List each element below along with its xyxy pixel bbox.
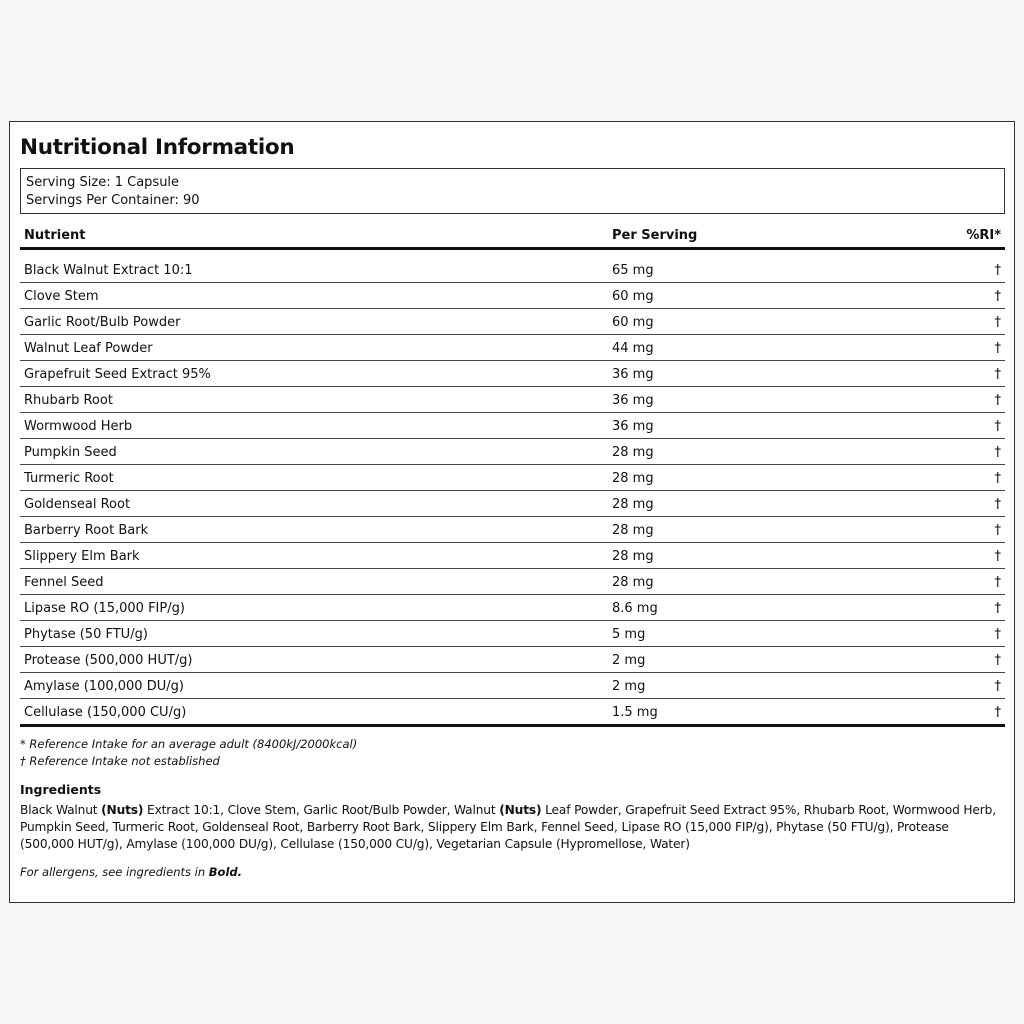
nutrient-ri: † xyxy=(994,471,1001,486)
nutrient-name: Cellulase (150,000 CU/g) xyxy=(24,705,187,720)
nutrient-ri: † xyxy=(994,289,1001,304)
ingredients-part-3: Leaf Powder, Grapefruit Seed Extract 95%, Rhubarb Root, Wormwood Herb, Pumpkin Seed, Turmeric Root, Goldenseal Root, Barberry Root Bark, Slippery Elm Bark, Fennel Seed, Lipase RO (15,000 FIP/g), Phytase (50 FTU/g), Protease (500,000 HUT/g), Amylase (100,000 DU/g), Cellulase (150,000 CU/g), Vegetarian Capsule (Hypromellose, Water) xyxy=(20,803,996,851)
nutrient-ri: † xyxy=(994,497,1001,512)
nutrient-name: Turmeric Root xyxy=(24,471,114,486)
nutrient-name: Phytase (50 FTU/g) xyxy=(24,627,148,642)
serving-info-box xyxy=(20,168,1005,214)
table-row xyxy=(20,335,1005,361)
footnotes xyxy=(20,736,357,770)
nutrient-ri: † xyxy=(994,367,1001,382)
allergen-nuts-2: (Nuts) xyxy=(499,803,542,817)
ingredients-part-2: Extract 10:1, Clove Stem, Garlic Root/Bulb Powder, Walnut xyxy=(143,803,500,817)
nutrient-amount: 36 mg xyxy=(612,419,654,434)
nutrient-ri: † xyxy=(994,263,1001,278)
nutrient-ri: † xyxy=(994,679,1001,694)
table-row xyxy=(20,621,1005,647)
nutrient-name: Pumpkin Seed xyxy=(24,445,117,460)
nutrient-amount: 60 mg xyxy=(612,289,654,304)
nutrient-table xyxy=(20,226,1005,727)
nutrient-name: Fennel Seed xyxy=(24,575,104,590)
nutrient-ri: † xyxy=(994,627,1001,642)
nutrient-amount: 28 mg xyxy=(612,497,654,512)
nutrient-amount: 60 mg xyxy=(612,315,654,330)
allergen-note xyxy=(20,864,242,881)
nutrient-name: Slippery Elm Bark xyxy=(24,549,140,564)
nutrient-ri: † xyxy=(994,341,1001,356)
nutrient-amount: 28 mg xyxy=(612,523,654,538)
nutrient-amount: 2 mg xyxy=(612,653,646,668)
table-row xyxy=(20,491,1005,517)
nutrient-name: Amylase (100,000 DU/g) xyxy=(24,679,184,694)
table-row xyxy=(20,673,1005,699)
nutrient-ri: † xyxy=(994,315,1001,330)
nutrient-ri: † xyxy=(994,549,1001,564)
nutrient-name: Walnut Leaf Powder xyxy=(24,341,153,356)
nutrient-amount: 28 mg xyxy=(612,549,654,564)
allergen-note-bold: Bold. xyxy=(208,865,242,879)
servings-per-container: Servings Per Container: 90 xyxy=(26,192,200,208)
allergen-nuts-1: (Nuts) xyxy=(101,803,144,817)
nutrient-ri: † xyxy=(994,601,1001,616)
nutrient-name: Rhubarb Root xyxy=(24,393,113,408)
table-row xyxy=(20,647,1005,673)
table-header xyxy=(20,226,1005,250)
table-row xyxy=(20,569,1005,595)
nutrient-ri: † xyxy=(994,419,1001,434)
ingredients-text xyxy=(20,802,998,853)
table-row xyxy=(20,309,1005,335)
nutrient-amount: 44 mg xyxy=(612,341,654,356)
table-row xyxy=(20,387,1005,413)
table-body xyxy=(20,257,1005,727)
nutrient-amount: 28 mg xyxy=(612,445,654,460)
table-row xyxy=(20,439,1005,465)
nutrient-name: Lipase RO (15,000 FIP/g) xyxy=(24,601,185,616)
nutrient-amount: 2 mg xyxy=(612,679,646,694)
ingredients-part-1: Black Walnut xyxy=(20,803,102,817)
nutrient-ri: † xyxy=(994,575,1001,590)
footnote-not-established: † Reference Intake not established xyxy=(20,754,220,768)
nutrient-name: Clove Stem xyxy=(24,289,99,304)
footnote-reference-intake: * Reference Intake for an average adult (8400kJ/2000kcal) xyxy=(20,737,358,751)
table-row xyxy=(20,257,1005,283)
nutrition-panel xyxy=(9,121,1015,903)
nutrient-name: Wormwood Herb xyxy=(24,419,133,434)
nutrient-amount: 5 mg xyxy=(612,627,646,642)
table-row xyxy=(20,517,1005,543)
nutrient-ri: † xyxy=(994,653,1001,668)
nutrient-name: Protease (500,000 HUT/g) xyxy=(24,653,193,668)
header-nutrient: Nutrient xyxy=(24,228,86,243)
nutrient-amount: 28 mg xyxy=(612,471,654,486)
ingredients-title: Ingredients xyxy=(20,782,102,797)
table-row xyxy=(20,413,1005,439)
nutrient-amount: 28 mg xyxy=(612,575,654,590)
nutrient-name: Garlic Root/Bulb Powder xyxy=(24,315,181,330)
nutrient-name: Goldenseal Root xyxy=(24,497,131,512)
table-row xyxy=(20,361,1005,387)
header-ri: %RI* xyxy=(966,228,1001,243)
nutrient-ri: † xyxy=(994,705,1001,720)
header-per-serving: Per Serving xyxy=(612,228,698,243)
allergen-note-text: For allergens, see ingredients in xyxy=(20,865,209,879)
nutrient-amount: 65 mg xyxy=(612,263,654,278)
table-row xyxy=(20,465,1005,491)
nutrient-ri: † xyxy=(994,523,1001,538)
nutrient-amount: 1.5 mg xyxy=(612,705,658,720)
table-row xyxy=(20,595,1005,621)
nutrient-amount: 8.6 mg xyxy=(612,601,658,616)
table-row xyxy=(20,699,1005,727)
nutrient-amount: 36 mg xyxy=(612,367,654,382)
nutrient-ri: † xyxy=(994,393,1001,408)
nutrient-name: Grapefruit Seed Extract 95% xyxy=(24,367,211,382)
nutrient-name: Black Walnut Extract 10:1 xyxy=(24,263,193,278)
serving-size: Serving Size: 1 Capsule xyxy=(26,175,180,190)
nutrient-name: Barberry Root Bark xyxy=(24,523,149,538)
nutrient-ri: † xyxy=(994,445,1001,460)
table-row xyxy=(20,543,1005,569)
table-row xyxy=(20,283,1005,309)
page-title: Nutritional Information xyxy=(20,135,295,160)
nutrient-amount: 36 mg xyxy=(612,393,654,408)
